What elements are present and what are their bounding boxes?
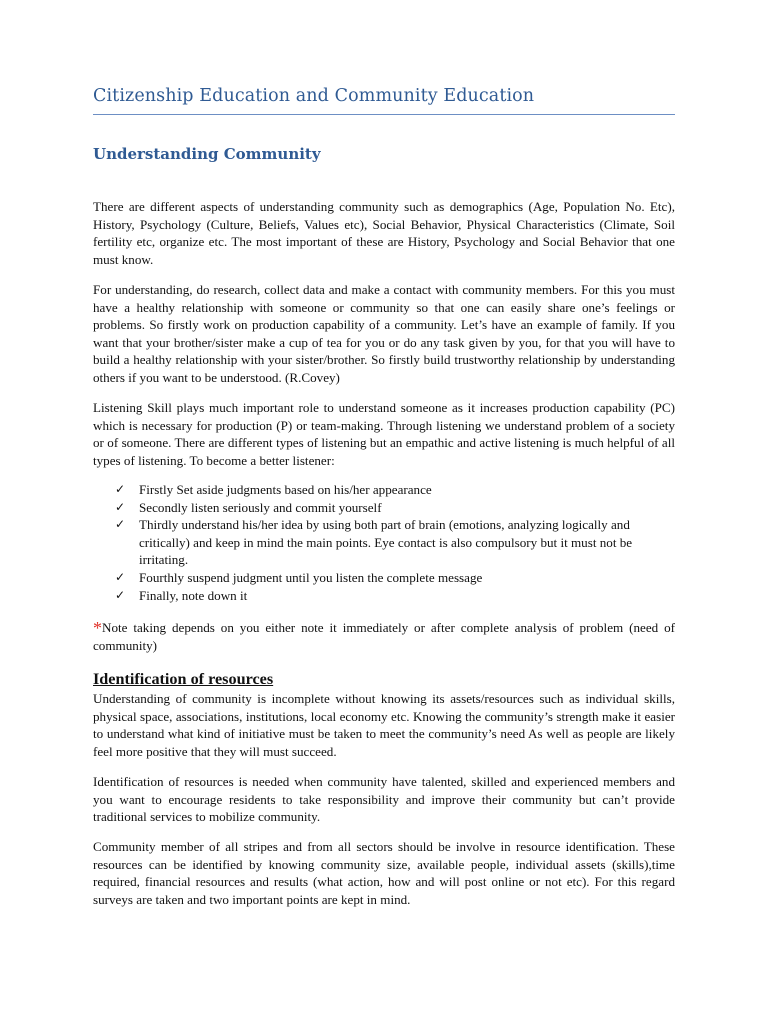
checkmark-icon: ✓ [115,482,126,496]
asterisk-marker: * [93,618,102,638]
section-heading-identification-of-resources: Identification of resources [93,670,274,688]
listener-checklist [115,481,675,604]
checklist-item [115,499,675,517]
checklist-item [115,569,675,587]
checklist-item [115,587,675,605]
paragraph-community-assets: Understanding of community is incomplete without knowing its assets/resources such as individual skills, physical space, associations, institutions, local economy etc. Knowing the community’s strength make it easier to understand what kind of initiative must be taken to meet the community’s need As well as people are likely feel more positive that they will must succeed. [93,691,675,759]
checklist-item-text: Fourthly suspend judgment until you listen the complete message [139,569,483,585]
paragraph-research: For understanding, do research, collect data and make a contact with community members. For this you must have a healthy relationship with someone or community so that one can easily share one’s feelings or problems. So firstly work on production capability of a community. Let’s have an example of family. If you want that your brother/sister make a cup of tea for you or do any task given by you, for that you will have to build a healthy relationship with your sister/brother. So firstly build trustworthy relationship by understanding others if you want to be understood. (R.Covey) [93,282,675,385]
checklist-item-text: Firstly Set aside judgments based on his/her appearance [139,482,432,497]
paragraph-resource-need: Identification of resources is needed when community have talented, skilled and experienced members and you want to encourage residents to take responsibility and improve their community but can’t provide traditional services to mobilize community. [93,774,675,825]
note-text: Note taking depends on you either note it immediately or after complete analysis of problem (need of community) [93,620,675,653]
note-paragraph [93,619,675,654]
document-title: Citizenship Education and Community Education [93,86,535,106]
checkmark-icon: ✓ [115,499,126,514]
paragraph-aspects: There are different aspects of understanding community such as demographics (Age, Population No. Etc), History, Psychology (Culture, Beliefs, Values etc), Social Behavior, Physical Characteristics (Climate, Soil fertility etc, organize etc. The most important of these are History, Psychology and Social Behavior that one must know. [93,199,675,267]
checklist-item-text: Thirdly understand his/her idea by using both part of brain (emotions, analyzing logically and critically) and keep in mind the main points. Eye contact is also compulsory but it must not be irritating. [139,517,633,568]
checkmark-icon: ✓ [115,569,126,584]
checklist-item-text: Secondly listen seriously and commit yourself [139,499,382,515]
paragraph-listening-skill: Listening Skill plays much important role to understand someone as it increases production capability (PC) which is necessary for production (P) or team-making. Through listening we understand problem of a society or of someone. There are different types of listening but an empathic and active listening is much helpful of all types of listening. To become a better listener: [93,400,675,468]
title-underline-rule [93,114,675,115]
checkmark-icon: ✓ [115,517,126,532]
checklist-item [115,481,675,499]
section-heading-understanding-community: Understanding Community [93,145,321,163]
paragraph-resource-identification: Community member of all stripes and from all sectors should be involve in resource identification. These resources can be identified by knowing community size, available people, individual assets (skills),time required, financial resources and results (what action, how and will post online or not etc). For this regard surveys are taken and two important points are kept in mind. [93,839,675,907]
checklist-item [115,516,675,569]
checklist-item-text: Finally, note down it [139,587,248,603]
checkmark-icon: ✓ [115,587,126,602]
